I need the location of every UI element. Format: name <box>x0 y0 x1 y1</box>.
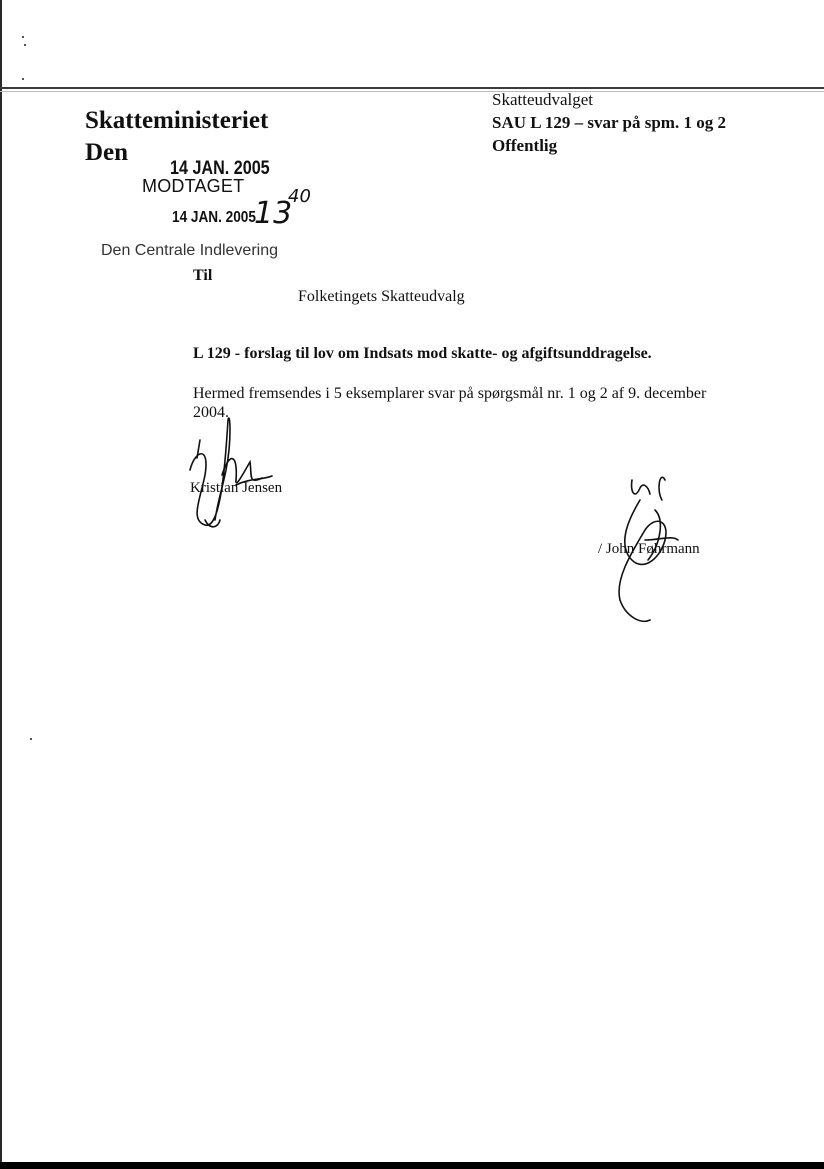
to-label: Til <box>193 267 213 284</box>
header-classification: Offentlig <box>492 136 558 155</box>
signer1-name: Kristian Jensen <box>190 480 283 496</box>
stamp-date-second: 14 JAN. 2005 <box>172 209 256 226</box>
signer2-name: / John Føhrmann <box>598 541 700 557</box>
scan-bottom-edge <box>0 1162 824 1169</box>
letter-body-line1: Hermed fremsendes i 5 eksemplarer svar på spørgsmål nr. 1 og 2 af 9. december <box>193 385 707 402</box>
signature-1-scribble <box>190 418 272 527</box>
scan-speck <box>22 36 24 38</box>
recipient: Folketingets Skatteudvalg <box>298 288 465 305</box>
stamp-handwritten-minute: 40 <box>288 186 311 207</box>
stamp-received-label: MODTAGET <box>142 176 245 196</box>
stamp-handwritten-hour: 13 <box>254 196 293 231</box>
header-rule-secondary <box>0 91 824 92</box>
header-rule <box>0 87 824 89</box>
sender-ministry: Skatteministeriet <box>85 107 269 134</box>
letter-body-line2: 2004. <box>193 404 229 421</box>
header-committee: Skatteudvalget <box>492 90 594 109</box>
scan-speck <box>24 44 26 46</box>
scan-speck <box>30 738 32 740</box>
scan-speck <box>22 78 24 80</box>
header-reference: SAU L 129 – svar på spm. 1 og 2 <box>492 113 726 132</box>
scan-left-edge <box>0 0 2 1169</box>
stamp-date-top: 14 JAN. 2005 <box>170 158 270 179</box>
sender-sub: Den <box>85 139 129 166</box>
stamp-department: Den Centrale Indlevering <box>101 242 278 259</box>
letter-subject: L 129 - forslag til lov om Indsats mod skatte- og afgiftsunddragelse. <box>193 345 652 362</box>
